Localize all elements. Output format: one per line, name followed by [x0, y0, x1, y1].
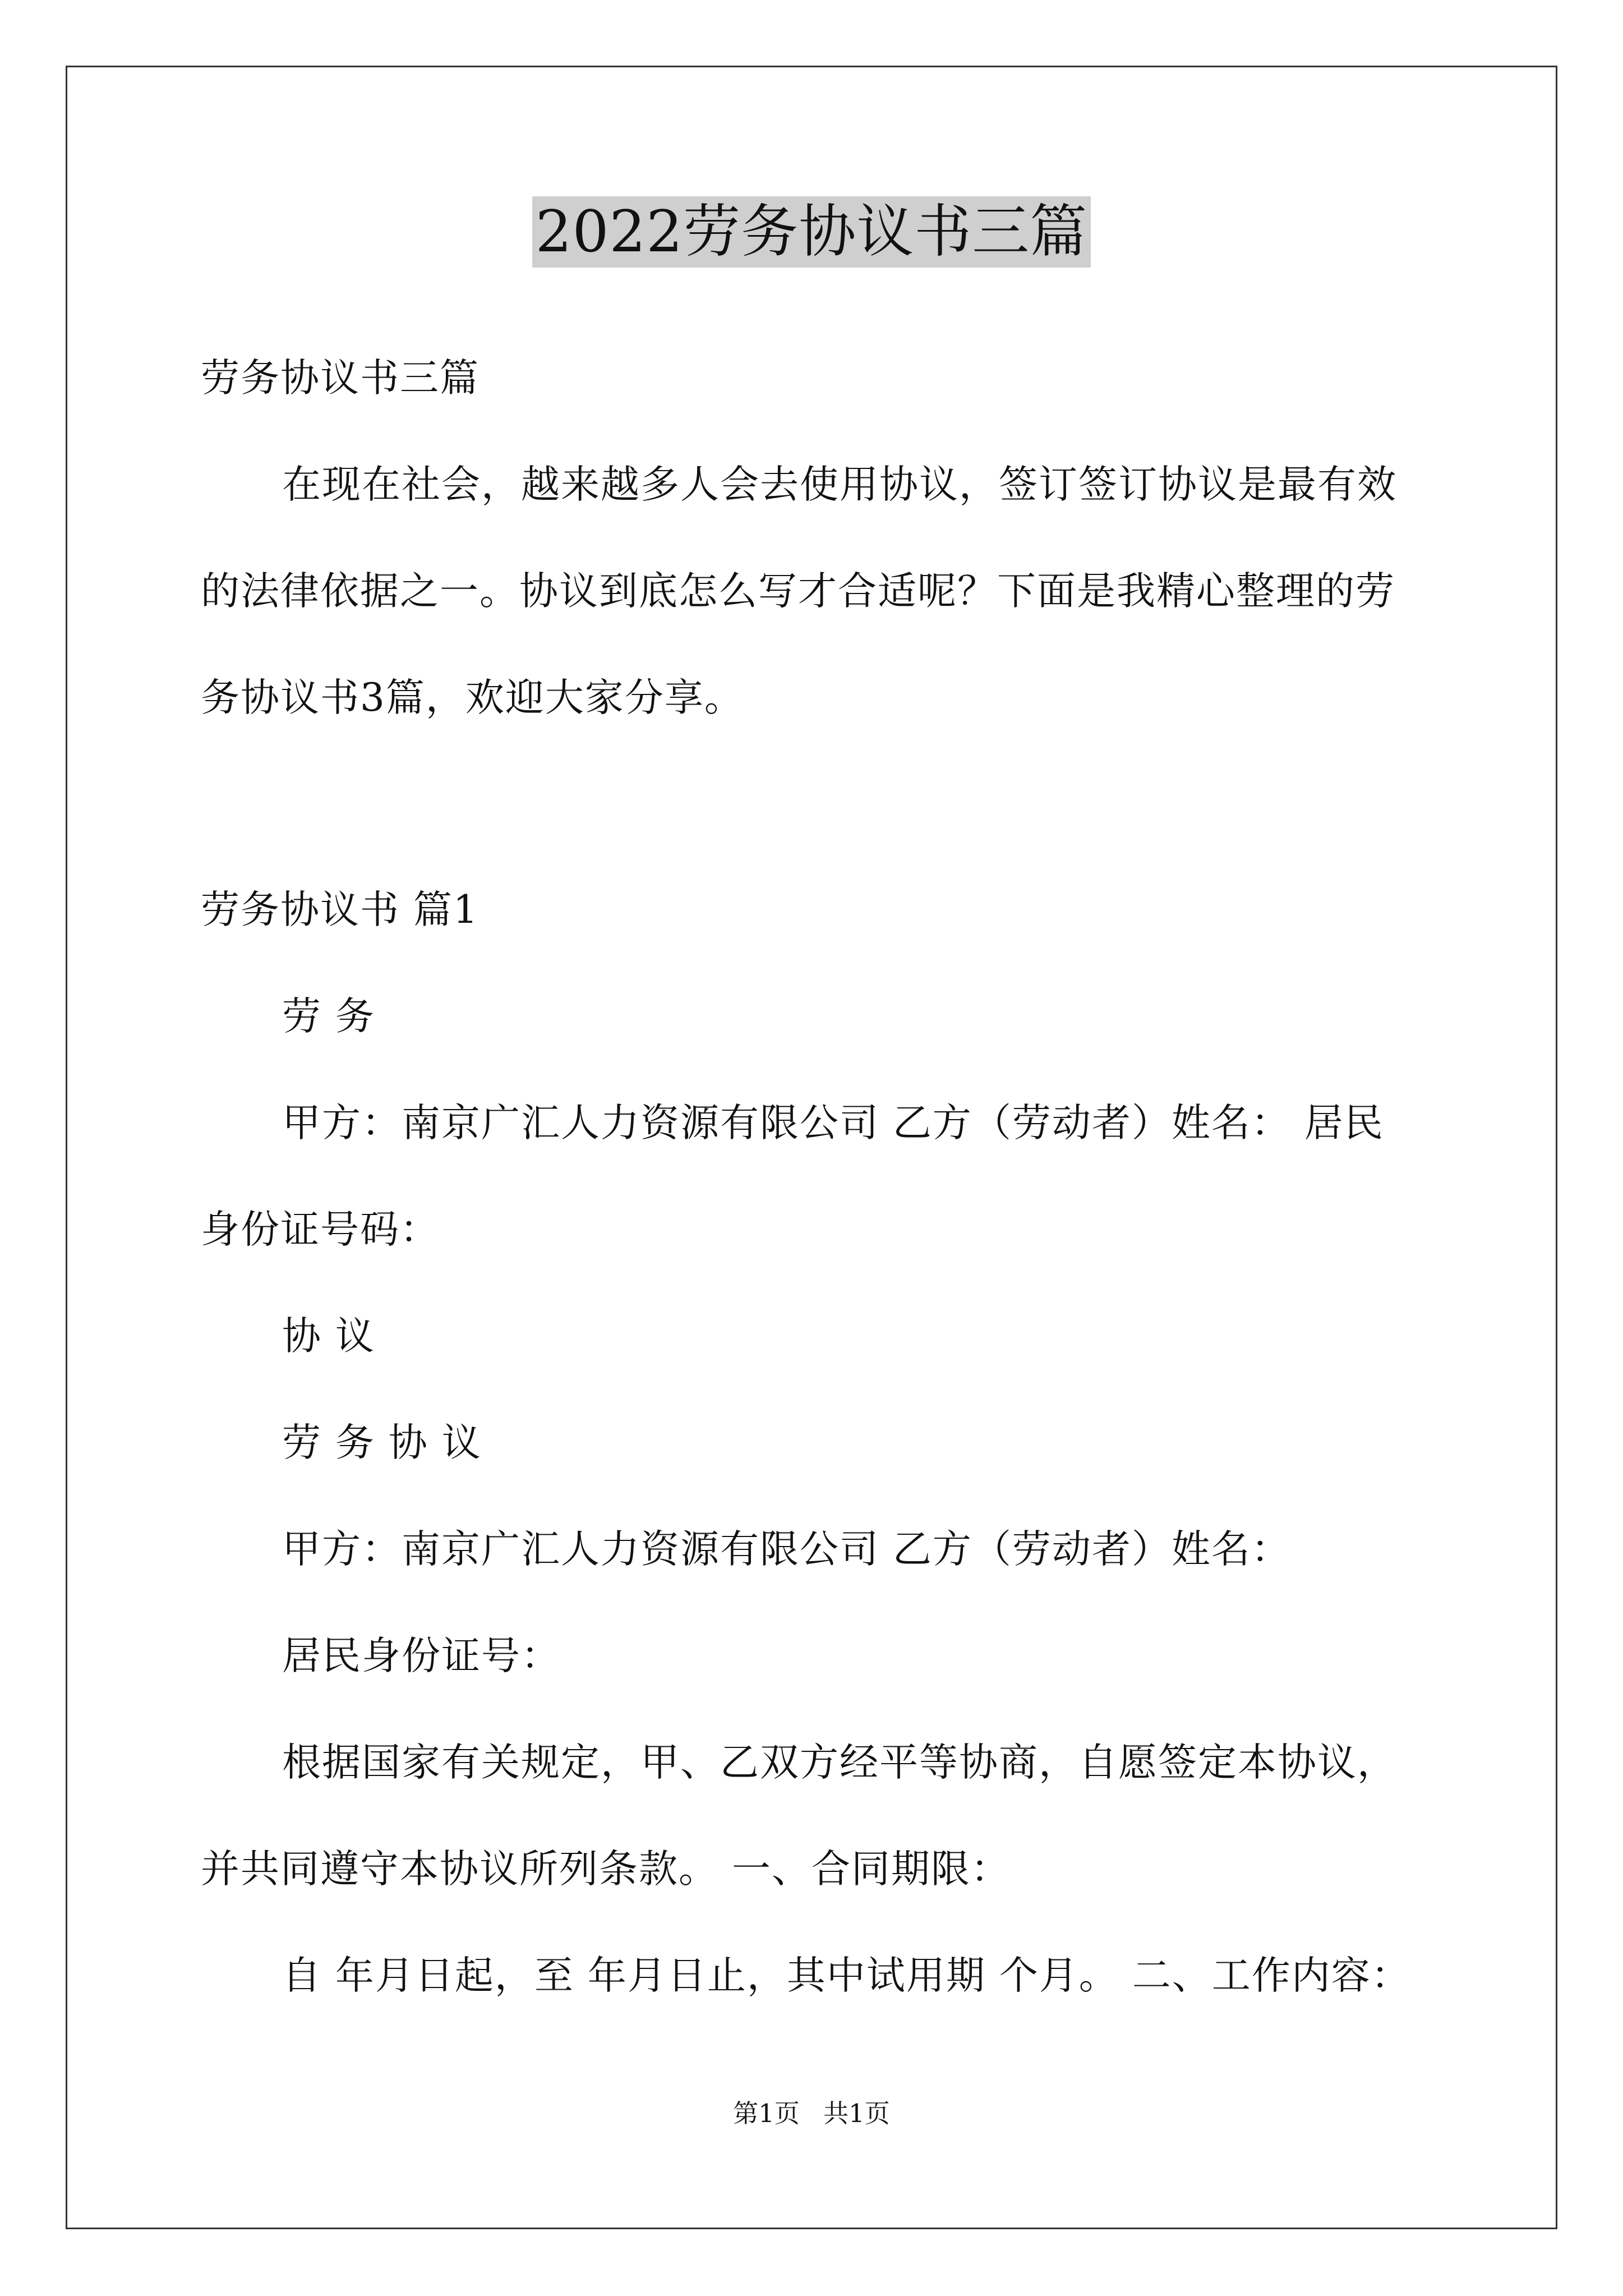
subtitle: 劳务协议书三篇 [201, 356, 479, 401]
paragraph-line: 自 年月日起，至 年月日止，其中试用期 个月。 二、工作内容： [282, 1953, 1411, 1998]
paragraph-line: 劳 务 [282, 994, 375, 1039]
paragraph-line: 甲方：南京广汇人力资源有限公司 乙方（劳动者）姓名： 居民 [282, 1101, 1384, 1145]
paragraph-line: 身份证号码： [201, 1207, 440, 1252]
paragraph-line: 并共同遵守本协议所列条款。 一、合同期限： [201, 1847, 1011, 1892]
section-heading: 劳务协议书 篇1 [201, 887, 479, 932]
current-page: 第1页 [733, 2099, 800, 2128]
document-title-text: 2022劳务协议书三篇 [532, 196, 1091, 268]
total-pages: 共1页 [823, 2099, 890, 2128]
document-title [0, 199, 1623, 265]
intro-line-3: 务协议书3篇，欢迎大家分享。 [201, 675, 744, 720]
page-footer [0, 2101, 1623, 2126]
paragraph-line: 居民身份证号： [282, 1634, 561, 1678]
intro-line-2: 的法律依据之一。协议到底怎么写才合适呢？下面是我精心整理的劳 [201, 569, 1395, 614]
paragraph-line: 根据国家有关规定，甲、乙双方经平等协商，自愿签定本协议， [282, 1740, 1397, 1785]
paragraph-line: 劳 务 协 议 [282, 1420, 482, 1465]
paragraph-line: 协 议 [282, 1314, 375, 1359]
paragraph-line: 甲方：南京广汇人力资源有限公司 乙方（劳动者）姓名： [282, 1527, 1291, 1572]
intro-line-1: 在现在社会，越来越多人会去使用协议，签订签订协议是最有效 [282, 462, 1397, 507]
